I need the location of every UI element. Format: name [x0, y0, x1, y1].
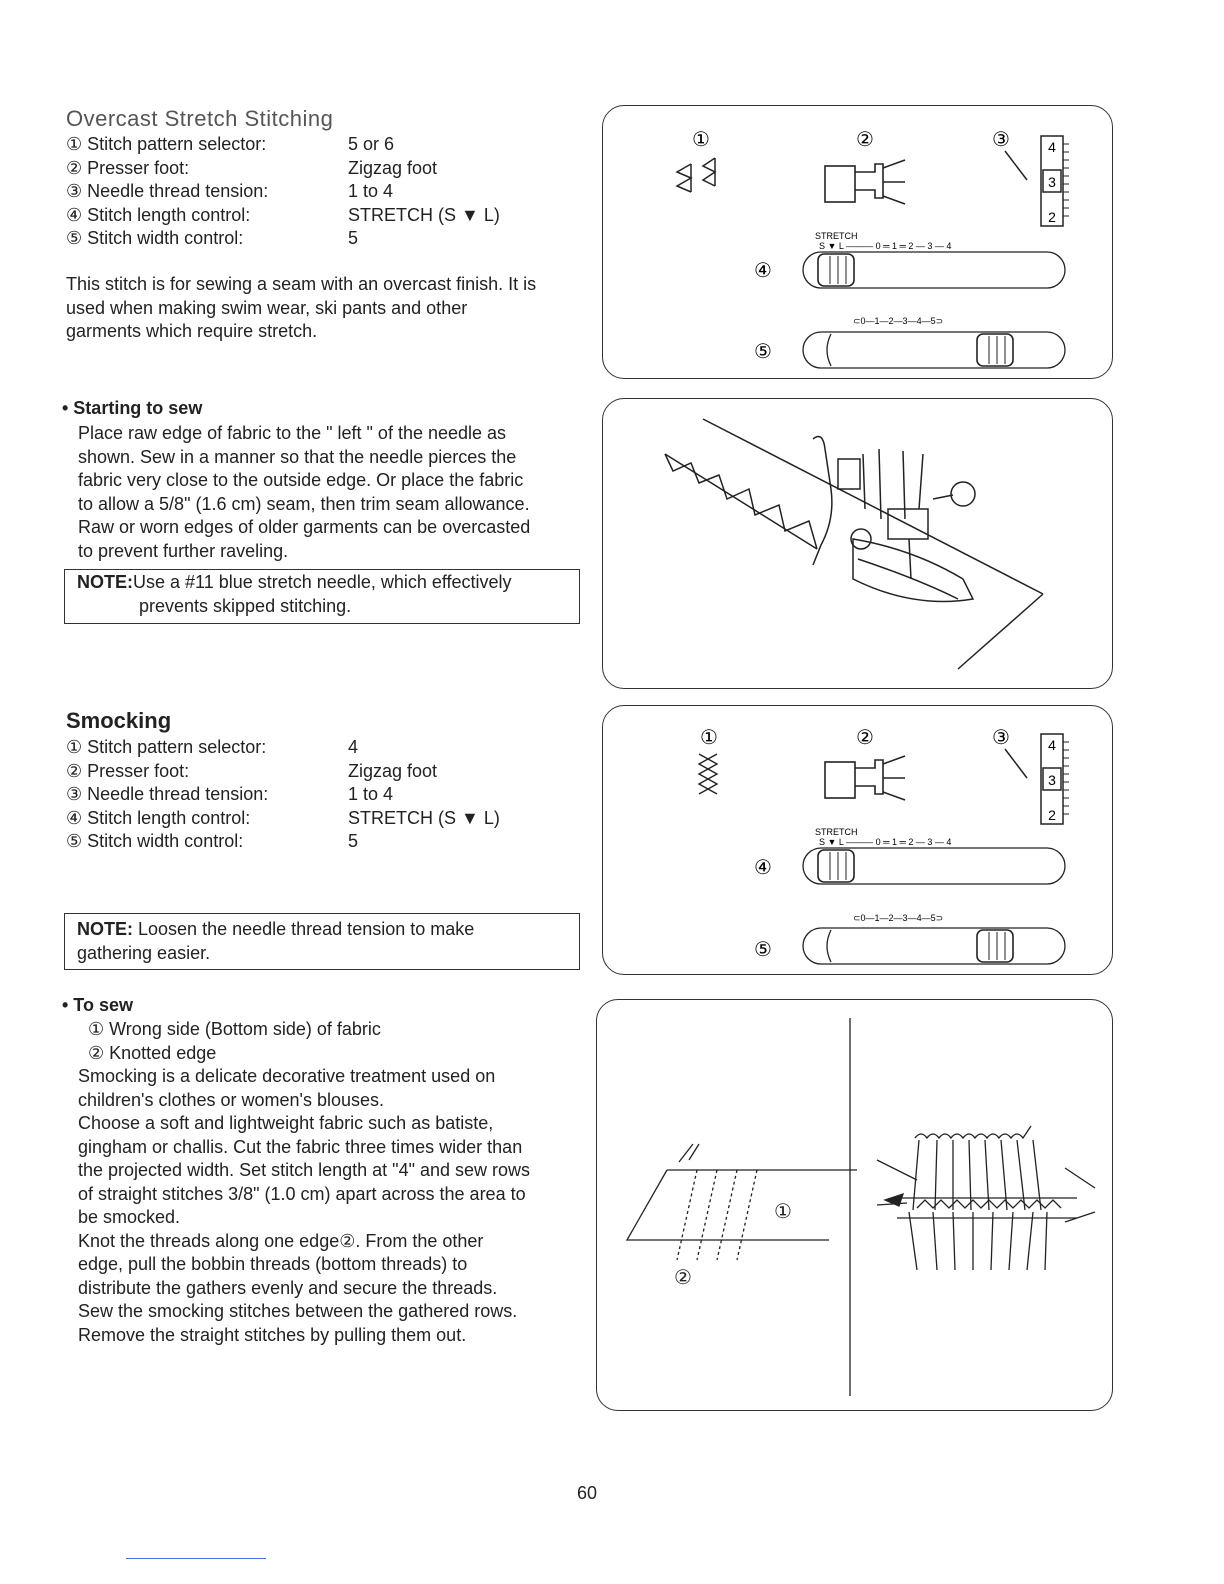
presser-foot-icon — [825, 756, 905, 800]
overcast-sewing-illustration — [603, 399, 1114, 690]
setting-value: STRETCH (S ▼ L) — [348, 807, 500, 828]
fabric-edge-line — [958, 594, 1043, 669]
setting-row — [66, 133, 500, 157]
text-line: garments which require stretch. — [66, 321, 318, 341]
callout-1: ① — [700, 727, 718, 749]
overcast-description — [66, 273, 586, 344]
text-line: to prevent further raveling. — [78, 540, 289, 561]
stitch-length-slider — [803, 848, 1065, 884]
setting-value: 1 to 4 — [348, 181, 394, 201]
setting-row — [66, 807, 500, 831]
text-line: Knot the threads along one edge②. From the other — [78, 1230, 484, 1251]
list-item: ① Wrong side (Bottom side) of fabric — [88, 1019, 381, 1039]
right-arrow-icon — [1065, 1168, 1095, 1222]
note-label: NOTE: — [77, 919, 133, 939]
setting-row — [66, 157, 500, 181]
smocking-illustration — [597, 1000, 1114, 1412]
starting-heading: • Starting to sew — [62, 398, 203, 418]
tension-dial-icon — [1041, 136, 1069, 226]
setting-row — [66, 783, 500, 807]
setting-label: ③ Needle thread tension: — [66, 784, 269, 804]
slider-knob — [977, 334, 1013, 366]
overcast-settings — [66, 133, 500, 251]
sew-heading: • To sew — [62, 995, 133, 1015]
length-scale: S ▼ L ——— 0 ═ 1 ═ 2 — 3 — 4 — [819, 241, 952, 251]
setting-label: ② Presser foot: — [66, 760, 190, 781]
note-label: NOTE: — [77, 572, 133, 592]
text-line: distribute the gathers evenly and secure the threads. — [78, 1277, 498, 1298]
setting-row — [66, 760, 500, 784]
text-line: the projected width. Set stitch length at "4" and sew rows — [78, 1160, 531, 1180]
setting-value: 5 — [348, 831, 359, 851]
setting-label: ⑤ Stitch width control: — [66, 228, 244, 248]
callout-5: ⑤ — [754, 341, 772, 363]
text-line: used when making swim wear, ski pants and other — [66, 297, 468, 318]
setting-value: Zigzag foot — [348, 760, 438, 781]
callout-3: ③ — [992, 727, 1010, 749]
tension-dial-icon — [1041, 734, 1069, 824]
text-line: Smocking is a delicate decorative treatment used on — [78, 1066, 496, 1086]
slider-knob — [977, 930, 1013, 962]
text-line: This stitch is for sewing a seam with an overcast finish. It is — [66, 274, 537, 294]
footer-rule — [126, 1558, 266, 1559]
presser-foot-icon — [825, 160, 905, 204]
note-text: gathering easier. — [77, 942, 211, 963]
dial-number: 4 — [1048, 139, 1056, 155]
needle-illustration-panel — [602, 398, 1113, 689]
smocking-stitch-icon — [699, 754, 717, 794]
dial-number: 3 — [1048, 174, 1056, 190]
callout-5: ⑤ — [754, 939, 772, 961]
callout-1: ① — [774, 1201, 792, 1223]
setting-value: 5 or 6 — [348, 134, 395, 154]
callout-leader — [1005, 151, 1027, 180]
stitch-width-slider — [803, 928, 1065, 964]
callout-2: ② — [856, 727, 874, 749]
list-item: ② Knotted edge — [88, 1042, 217, 1063]
callout-leader — [1005, 749, 1027, 778]
sew-text — [78, 1065, 588, 1347]
length-scale: S ▼ L ——— 0 ═ 1 ═ 2 — 3 — 4 — [819, 837, 952, 847]
setting-value: Zigzag foot — [348, 157, 438, 178]
dial-number: 2 — [1048, 209, 1056, 225]
smocking-settings — [66, 736, 500, 854]
fabric-straight-stitch-drawing — [627, 1144, 857, 1260]
stretch-label: STRETCH — [815, 827, 858, 837]
starting-text — [78, 422, 578, 563]
setting-value: STRETCH (S ▼ L) — [348, 204, 500, 225]
page-number: 60 — [577, 1483, 598, 1503]
text-line: shown. Sew in a manner so that the needle pierces the — [78, 446, 517, 467]
callout-2: ② — [674, 1267, 692, 1289]
text-line: gingham or challis. Cut the fabric three times wider than — [78, 1136, 523, 1157]
overcast-settings-panel — [602, 105, 1113, 379]
note-text: Use a #11 blue stretch needle, which effectively — [133, 572, 512, 592]
section-title-smocking: Smocking — [66, 708, 172, 733]
setting-label: ② Presser foot: — [66, 157, 190, 178]
setting-row — [66, 204, 500, 228]
smocking-note — [64, 913, 580, 970]
stitch-width-slider — [803, 332, 1065, 368]
setting-label: ① Stitch pattern selector: — [66, 134, 267, 154]
text-line: Choose a soft and lightweight fabric such as batiste, — [78, 1113, 494, 1133]
callout-2: ② — [856, 129, 874, 151]
thread-arrow-icon — [679, 1144, 699, 1162]
setting-value: 5 — [348, 228, 359, 248]
text-line: of straight stitches 3/8" (1.0 cm) apart across the area to — [78, 1183, 526, 1204]
width-scale: ⊂0—1—2—3—4—5⊃ — [853, 913, 944, 923]
setting-row — [66, 736, 500, 760]
stitch-length-slider — [803, 252, 1065, 288]
setting-label: ④ Stitch length control: — [66, 807, 251, 828]
note-text: Loosen the needle thread tension to make — [138, 919, 475, 939]
setting-row — [66, 830, 500, 854]
setting-value: 4 — [348, 737, 359, 757]
text-line: Remove the straight stitches by pulling them out. — [78, 1324, 467, 1345]
setting-value: 1 to 4 — [348, 784, 394, 804]
slider-knob — [818, 850, 854, 882]
setting-label: ④ Stitch length control: — [66, 204, 251, 225]
dial-number: 2 — [1048, 807, 1056, 823]
text-line: fabric very close to the outside edge. Or place the fabric — [78, 470, 524, 490]
stretch-label: STRETCH — [815, 231, 858, 241]
callout-3: ③ — [992, 129, 1010, 151]
setting-label: ⑤ Stitch width control: — [66, 831, 244, 851]
overcast-note — [64, 569, 580, 624]
callout-1: ① — [692, 129, 710, 151]
setting-label: ③ Needle thread tension: — [66, 181, 269, 201]
text-line: Sew the smocking stitches between the gathered rows. — [78, 1301, 518, 1321]
setting-row — [66, 227, 500, 251]
text-line: be smocked. — [78, 1207, 181, 1227]
text-line: edge, pull the bobbin threads (bottom threads) to — [78, 1254, 468, 1274]
section-title-overcast: Overcast Stretch Stitching — [66, 106, 334, 131]
setting-label: ① Stitch pattern selector: — [66, 737, 267, 757]
presser-foot-icon — [813, 437, 975, 602]
smocking-illustration-panel — [596, 999, 1113, 1411]
slider-knob — [818, 254, 854, 286]
sew-items — [88, 1018, 381, 1065]
text-line: Raw or worn edges of older garments can be overcasted — [78, 517, 531, 537]
fabric-edge-line — [703, 419, 1043, 594]
callout-4: ④ — [754, 857, 772, 879]
text-line: children's clothes or women's blouses. — [78, 1089, 385, 1110]
smocking-settings-panel — [602, 705, 1113, 975]
width-scale: ⊂0—1—2—3—4—5⊃ — [853, 316, 944, 326]
settings-diagram — [603, 106, 1114, 380]
text-line: Place raw edge of fabric to the " left " of the needle as — [78, 423, 507, 443]
gathered-fabric-drawing — [877, 1126, 1095, 1270]
dial-number: 4 — [1048, 737, 1056, 753]
overcast-stitch-icon — [677, 158, 715, 192]
callout-4: ④ — [754, 260, 772, 282]
setting-row — [66, 180, 500, 204]
text-line: to allow a 5/8" (1.6 cm) seam, then trim seam allowance. — [78, 493, 530, 514]
note-text: prevents skipped stitching. — [139, 595, 352, 616]
settings-diagram — [603, 706, 1114, 976]
dial-number: 3 — [1048, 772, 1056, 788]
